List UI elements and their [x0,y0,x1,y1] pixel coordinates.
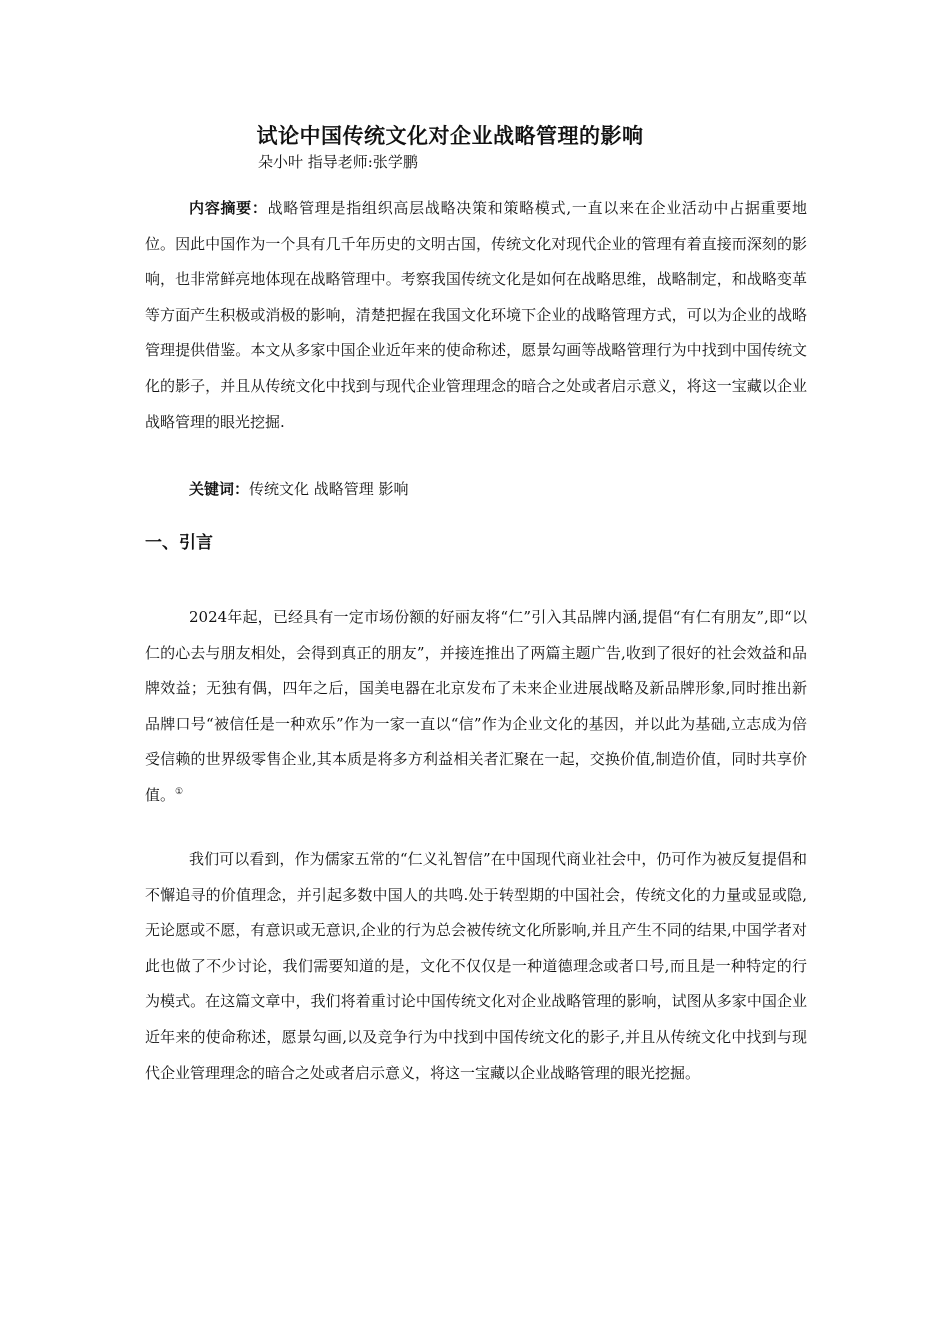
footnote-marker[interactable]: ① [175,786,184,797]
abstract-text: 战略管理是指组织高层战略决策和策略模式,一直以来在企业活动中占据重要地位。因此中国作为一个具有几千年历史的文明古国，传统文化对现代企业的管理有着直接而深刻的影响，也非常鲜亮地体现在战略管理中。考察我国传统文化是如何在战略思维，战略制定，和战略变革等方面产生积极或消极的影响，清楚把握在我国文化环境下企业的战略管理方式，可以为企业的战略管理提供借鉴。本文从多家中国企业近年来的使命称述，愿景勾画等战略管理行为中找到中国传统文化的影子，并且从传统文化中找到与现代企业管理理念的暗合之处或者启示意义，将这一宝藏以企业战略管理的眼光挖掘. [145,199,807,431]
keywords-paragraph [145,472,807,508]
body-paragraph-1 [145,600,807,814]
body-paragraph-1-text: 2024年起，已经具有一定市场份额的好丽友将“仁”引入其品牌内涵,提倡“有仁有朋友”,即“以仁的心去与朋友相处，会得到真正的朋友”，并接连推出了两篇主题广告,收到了很好的社会效益和品牌效益；无独有偶，四年之后，国美电器在北京发布了未来企业进展战略及新品牌形象,同时推出新品牌口号“被信任是一种欢乐”作为一家一直以“信”作为企业文化的基因，并以此为基础,立志成为倍受信赖的世界级零售企业,其本质是将多方利益相关者汇聚在一起，交换价值,制造价值，同时共享价值。 [145,608,807,804]
keywords-text: 传统文化 战略管理 影响 [249,480,409,498]
page-title: 试论中国传统文化对企业战略管理的影响 [256,124,644,148]
author-line: 朵小叶 指导老师:张学鹏 [258,153,418,171]
abstract-label: 内容摘要： [189,199,268,217]
abstract-paragraph [145,191,807,440]
section-heading-introduction: 一、引言 [145,533,213,553]
keywords-label: 关键词： [189,480,250,498]
body-paragraph-2: 我们可以看到，作为儒家五常的“仁义礼智信”在中国现代商业社会中，仍可作为被反复提倡和不懈追寻的价值理念，并引起多数中国人的共鸣.处于转型期的中国社会，传统文化的力量或显或隐,无论愿或不愿，有意识或无意识,企业的行为总会被传统文化所影响,并且产生不同的结果,中国学者对此也做了不少讨论，我们需要知道的是，文化不仅仅是一种道德理念或者口号,而且是一种特定的行为模式。在这篇文章中，我们将着重讨论中国传统文化对企业战略管理的影响，试图从多家中国企业近年来的使命称述，愿景勾画,以及竞争行为中找到中国传统文化的影子,并且从传统文化中找到与现代企业管理理念的暗合之处或者启示意义，将这一宝藏以企业战略管理的眼光挖掘。 [145,850,807,1082]
